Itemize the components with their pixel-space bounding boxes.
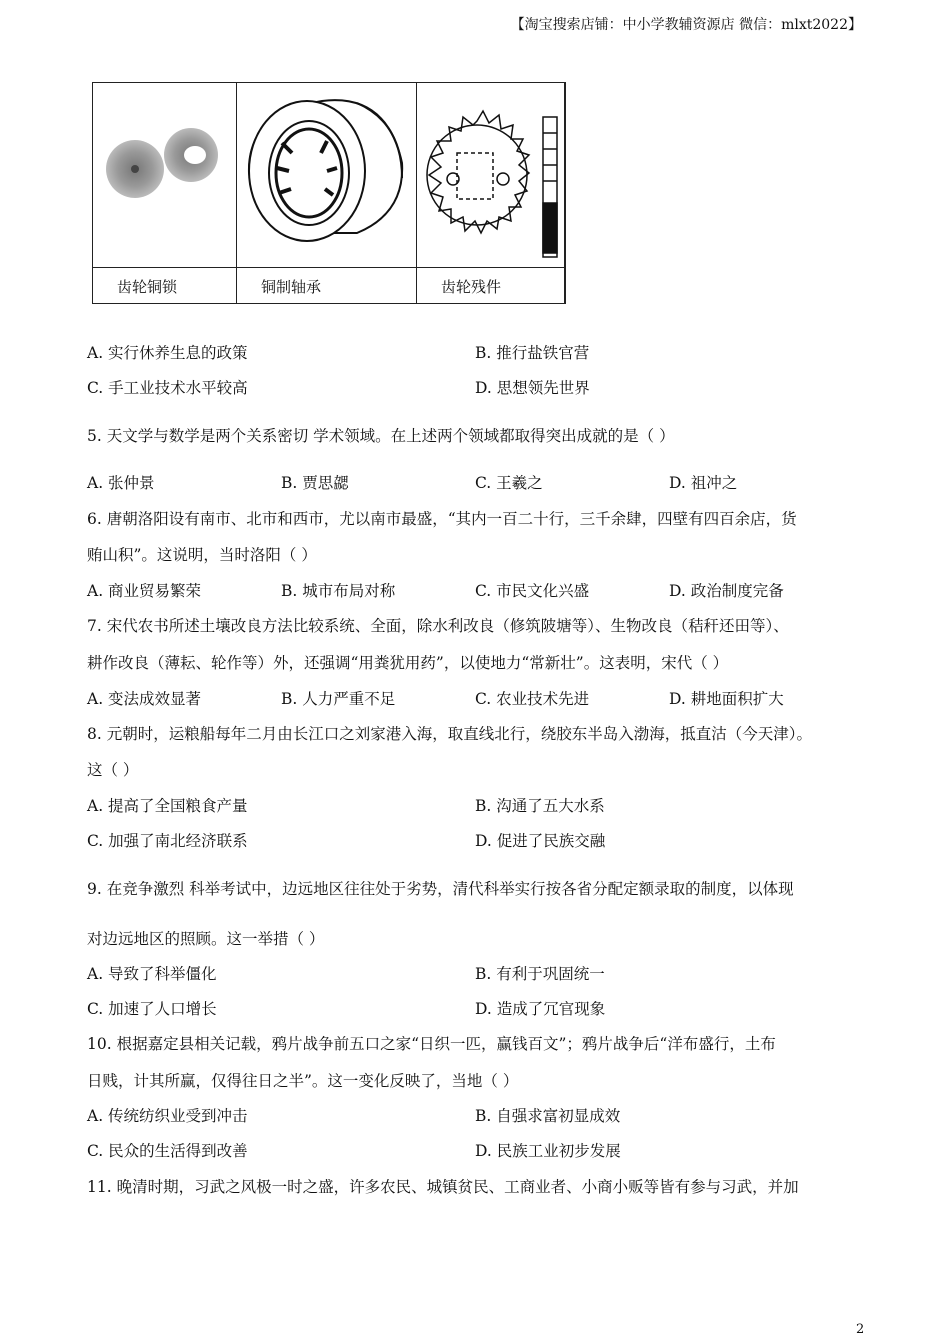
q7-stem-line2: 耕作改良（薄耘、轮作等）外，还强调“用粪犹用药”，以使地力“常新壮”。这表明，宋代（ ）	[87, 654, 729, 672]
q8-option-d: D. 促进了民族交融	[475, 832, 606, 850]
q4-option-a: A. 实行休养生息的政策	[87, 344, 248, 362]
q7-option-c: C. 农业技术先进	[475, 690, 590, 708]
q4-option-b: B. 推行盐铁官营	[475, 344, 590, 362]
q4-option-d: D. 思想领先世界	[475, 379, 590, 397]
q10-stem-line2: 日贱，计其所赢，仅得往日之半”。这一变化反映了，当地（ ）	[87, 1072, 519, 1090]
q9-option-a: A. 导致了科举僵化	[87, 965, 217, 983]
q6-option-a: A. 商业贸易繁荣	[87, 582, 202, 600]
figure-table	[92, 82, 566, 304]
page-number: 2	[856, 1322, 865, 1337]
q11-stem-line1: 11. 晚清时期，习武之风极一时之盛，许多农民、城镇贫民、工商业者、小商小贩等皆有参与习武，并加	[87, 1178, 799, 1196]
figure-caption-row	[93, 267, 565, 304]
caption-gear-fragment: 齿轮残件	[441, 278, 502, 296]
q9-option-d: D. 造成了冗官现象	[475, 1000, 606, 1018]
q7-stem-line1: 7. 宋代农书所述土壤改良方法比较系统、全面，除水利改良（修筑陂塘等）、生物改良（秸秆还田等）、	[87, 617, 789, 635]
q8-option-a: A. 提高了全国粮食产量	[87, 797, 248, 815]
q6-stem-line1: 6. 唐朝洛阳设有南市、北市和西市，尤以南市最盛，“其内一百二十行，三千余肆，四壁有四百余店，货	[87, 510, 797, 528]
q8-option-b: B. 沟通了五大水系	[475, 797, 605, 815]
q10-option-c: C. 民众的生活得到改善	[87, 1142, 248, 1160]
q5-option-b: B. 贾思勰	[281, 474, 349, 492]
q9-stem-line1: 9. 在竞争激烈 科举考试中，边远地区往往处于劣势，清代科举实行按各省分配定额录取的制度，以体现	[87, 880, 794, 898]
q7-option-a: A. 变法成效显著	[87, 690, 202, 708]
gear-lock-image	[93, 83, 236, 267]
q5-option-d: D. 祖冲之	[669, 474, 738, 492]
q8-stem-line1: 8. 元朝时，运粮船每年二月由长江口之刘家港入海，取直线北行，绕胶东半岛入渤海，抵直沽（今天津）。	[87, 725, 812, 743]
q5-option-a: A. 张仲景	[87, 474, 155, 492]
q10-option-a: A. 传统纺织业受到冲击	[87, 1107, 248, 1125]
q9-option-c: C. 加速了人口增长	[87, 1000, 217, 1018]
q6-option-b: B. 城市布局对称	[281, 582, 396, 600]
copper-bearing-image	[237, 83, 416, 267]
q7-option-d: D. 耕地面积扩大	[669, 690, 784, 708]
q10-option-b: B. 自强求富初显成效	[475, 1107, 621, 1125]
page-header: 【淘宝搜索店铺：中小学教辅资源店 微信：mlxt2022】	[510, 17, 862, 33]
q4-option-c: C. 手工业技术水平较高	[87, 379, 248, 397]
q8-stem-line2: 这（ ）	[87, 761, 139, 779]
q5-stem: 5. 天文学与数学是两个关系密切 学术领域。在上述两个领域都取得突出成就的是（ ）	[87, 427, 675, 445]
caption-copper-bearing: 铜制轴承	[261, 278, 322, 296]
q7-option-b: B. 人力严重不足	[281, 690, 396, 708]
q6-option-c: C. 市民文化兴盛	[475, 582, 590, 600]
caption-gear-lock: 齿轮铜锁	[117, 278, 178, 296]
q5-option-c: C. 王羲之	[475, 474, 543, 492]
q8-option-c: C. 加强了南北经济联系	[87, 832, 248, 850]
gear-fragment-image	[417, 83, 564, 267]
q6-option-d: D. 政治制度完备	[669, 582, 784, 600]
q10-stem-line1: 10. 根据嘉定县相关记载，鸦片战争前五口之家“日织一匹，赢钱百文”；鸦片战争后“洋布盛行，土布	[87, 1035, 776, 1053]
q10-option-d: D. 民族工业初步发展	[475, 1142, 621, 1160]
q9-stem-line2: 对边远地区的照顾。这一举措（ ）	[87, 930, 325, 948]
q6-stem-line2: 贿山积”。这说明，当时洛阳（ ）	[87, 546, 317, 564]
q9-option-b: B. 有利于巩固统一	[475, 965, 605, 983]
